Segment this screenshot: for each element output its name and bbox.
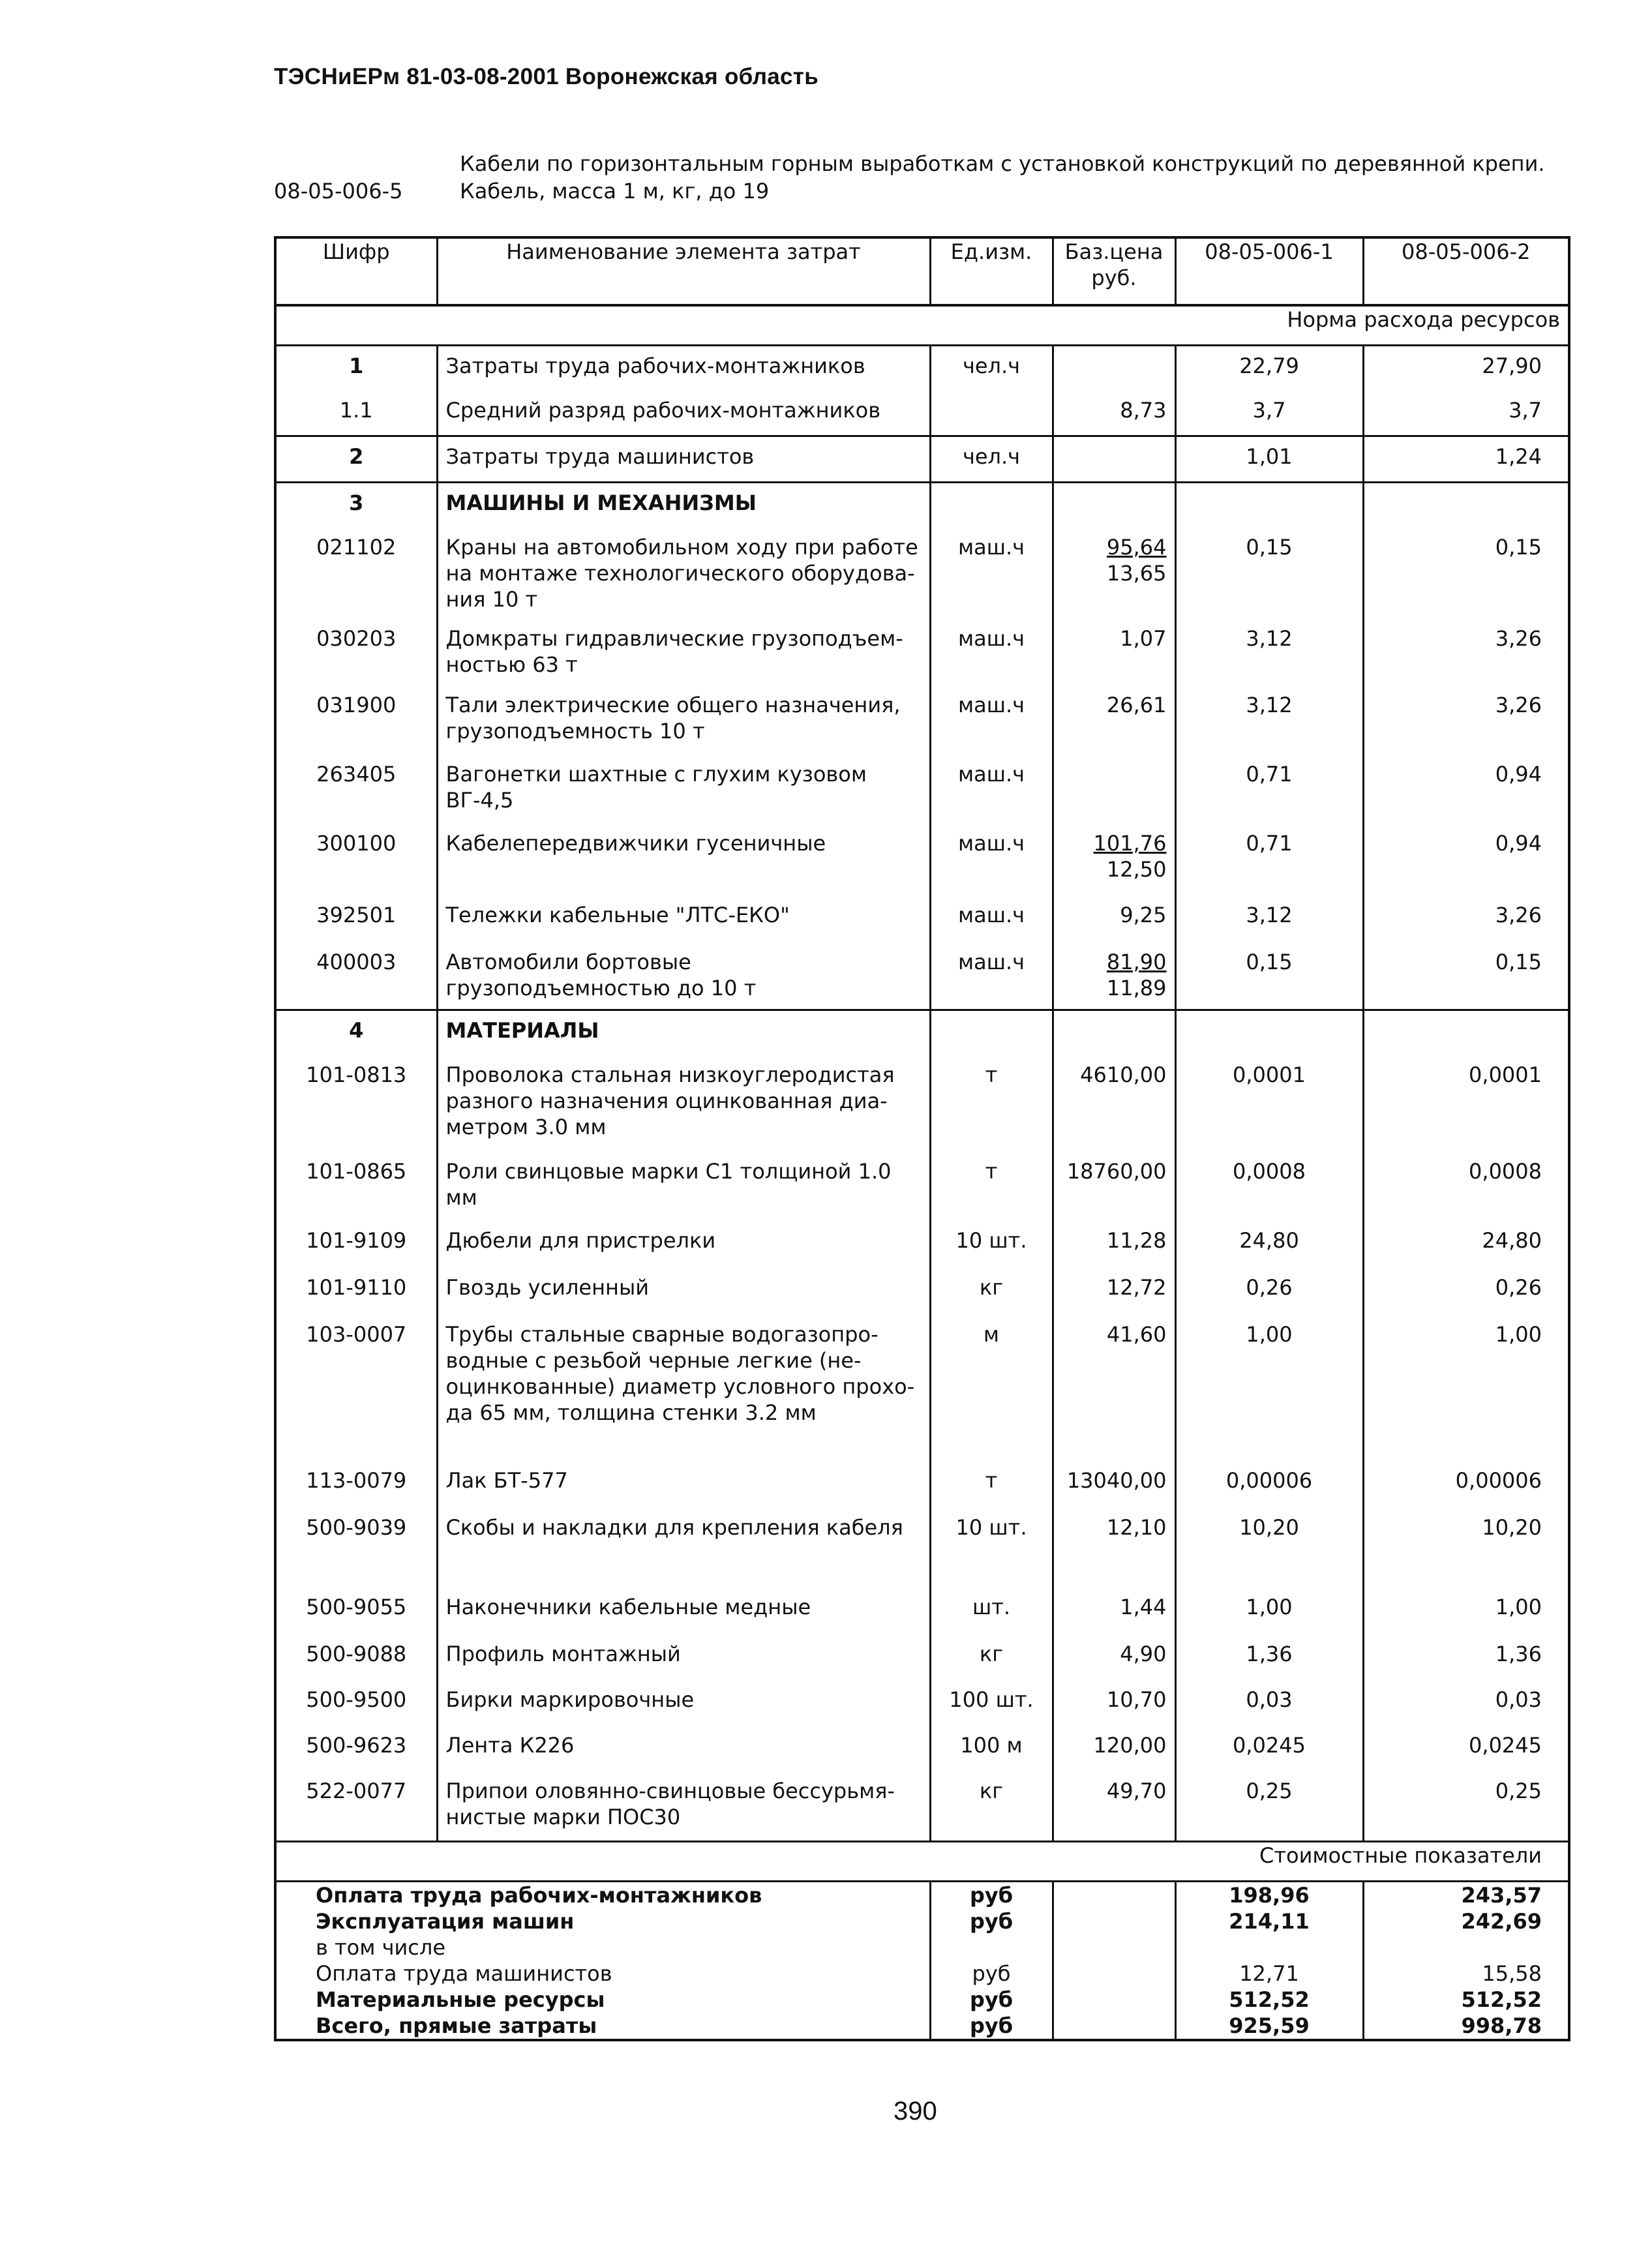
row-unit: шт. xyxy=(930,1587,1053,1634)
row-norm-2: 0,94 xyxy=(1363,824,1569,895)
row-norm-1: 0,25 xyxy=(1175,1771,1363,1842)
row-norm-2: 0,00006 xyxy=(1363,1461,1569,1508)
summary-value-1: 214,11 xyxy=(1175,1908,1363,1934)
summary-value-1: 12,71 xyxy=(1175,1961,1363,1987)
row-norm-2: 1,00 xyxy=(1363,1587,1569,1634)
row-code: 3 xyxy=(275,483,437,528)
row-price xyxy=(1053,824,1175,895)
row-code: 500-9055 xyxy=(306,1595,407,1619)
row-price: 9,25 xyxy=(1053,895,1175,942)
row-unit: 100 м xyxy=(930,1726,1053,1771)
table-row xyxy=(275,824,1569,895)
row-name: Роли свинцовые марки С1 толщиной 1.0 мм xyxy=(437,1152,930,1221)
row-unit: маш.ч xyxy=(930,942,1053,1010)
row-unit: т xyxy=(930,1152,1053,1221)
row-price: 49,70 xyxy=(1053,1771,1175,1842)
summary-label: Оплата труда машинистов xyxy=(316,1961,612,1986)
row-norm-2 xyxy=(1363,483,1569,528)
row-norm-2: 24,80 xyxy=(1363,1221,1569,1268)
table-row xyxy=(275,1587,1569,1634)
summary-row xyxy=(275,1961,1569,1987)
row-norm-1: 3,12 xyxy=(1175,619,1363,685)
row-name: Тележки кабельные "ЛТС-ЕКО" xyxy=(437,895,930,942)
summary-value-2: 242,69 xyxy=(1363,1908,1569,1934)
row-norm-1: 1,36 xyxy=(1175,1634,1363,1680)
row-norm-2: 0,26 xyxy=(1363,1268,1569,1315)
row-norm-1: 0,0001 xyxy=(1175,1055,1363,1152)
row-norm-1: 24,80 xyxy=(1175,1221,1363,1268)
summary-price xyxy=(1053,1908,1175,1934)
row-name: Гвоздь усиленный xyxy=(437,1268,930,1315)
row-price: 1,07 xyxy=(1053,619,1175,685)
row-unit: маш.ч xyxy=(930,824,1053,895)
row-code: 300100 xyxy=(316,831,397,856)
summary-value-1: 512,52 xyxy=(1175,1987,1363,2013)
table-row xyxy=(275,1634,1569,1680)
row-norm-2: 0,15 xyxy=(1363,528,1569,619)
summary-row xyxy=(275,1882,1569,1909)
row-price xyxy=(1053,1010,1175,1056)
row-name: Лак БТ-577 xyxy=(437,1461,930,1508)
row-price: 18760,00 xyxy=(1053,1152,1175,1221)
row-unit: маш.ч xyxy=(930,619,1053,685)
price-value: 101,76 xyxy=(1093,831,1167,856)
row-name: Дюбели для пристрелки xyxy=(437,1221,930,1268)
row-code: 392501 xyxy=(316,903,397,927)
row-unit: 10 шт. xyxy=(930,1508,1053,1587)
row-name: Кабелепередвижчики гусеничные xyxy=(437,824,930,895)
price-secondary: 13,65 xyxy=(1106,561,1167,586)
summary-value-1 xyxy=(1175,1934,1363,1961)
row-code: 500-9039 xyxy=(306,1515,407,1540)
summary-row xyxy=(275,2013,1569,2040)
table-row xyxy=(275,1055,1569,1152)
summary-unit: руб xyxy=(930,1987,1053,2013)
row-norm-1: 1,01 xyxy=(1175,436,1363,483)
row-norm-1: 22,79 xyxy=(1175,346,1363,391)
row-norm-2: 0,15 xyxy=(1363,942,1569,1010)
row-unit: маш.ч xyxy=(930,755,1053,824)
row-unit: кг xyxy=(930,1634,1053,1680)
row-code: 101-9110 xyxy=(306,1275,407,1300)
row-norm-1: 3,12 xyxy=(1175,895,1363,942)
row-norm-1: 3,7 xyxy=(1175,391,1363,436)
row-code: 500-9500 xyxy=(306,1687,407,1712)
table-row xyxy=(275,755,1569,824)
row-unit: т xyxy=(930,1055,1053,1152)
row-norm-2 xyxy=(1363,1010,1569,1056)
row-norm-2: 3,26 xyxy=(1363,619,1569,685)
table-row xyxy=(275,1771,1569,1842)
price-value: 81,90 xyxy=(1106,950,1167,974)
row-unit: чел.ч xyxy=(930,436,1053,483)
row-norm-2: 0,94 xyxy=(1363,755,1569,824)
row-norm-2: 1,36 xyxy=(1363,1634,1569,1680)
summary-unit: руб xyxy=(930,2013,1053,2040)
row-price xyxy=(1053,755,1175,824)
table-header-row xyxy=(275,237,1569,305)
table-row xyxy=(275,1461,1569,1508)
row-code: 500-9088 xyxy=(306,1642,407,1666)
summary-value-2: 243,57 xyxy=(1363,1882,1569,1909)
summary-unit: руб xyxy=(930,1961,1053,1987)
page-number: 390 xyxy=(894,2097,937,2126)
row-norm-1: 0,26 xyxy=(1175,1268,1363,1315)
row-name: Затраты труда рабочих-монтажников xyxy=(437,346,930,391)
row-name: Наконечники кабельные медные xyxy=(437,1587,930,1634)
row-name: Затраты труда машинистов xyxy=(437,436,930,483)
row-norm-2: 1,24 xyxy=(1363,436,1569,483)
table-row xyxy=(275,436,1569,483)
row-code: 400003 xyxy=(316,950,397,974)
summary-value-2: 512,52 xyxy=(1363,1987,1569,2013)
column-header-norm-1: 08-05-006-1 xyxy=(1175,237,1363,305)
row-unit: маш.ч xyxy=(930,528,1053,619)
summary-unit: руб xyxy=(930,1908,1053,1934)
row-norm-2: 0,25 xyxy=(1363,1771,1569,1842)
summary-value-2: 998,78 xyxy=(1363,2013,1569,2040)
summary-label: Материальные ресурсы xyxy=(316,1987,605,2012)
summary-label: Всего, прямые затраты xyxy=(275,2013,930,2040)
cost-label-row xyxy=(275,1842,1569,1882)
row-unit: 10 шт. xyxy=(930,1221,1053,1268)
price-secondary: 12,50 xyxy=(1106,857,1167,882)
row-code: 4 xyxy=(275,1010,437,1056)
table-row xyxy=(275,346,1569,391)
row-norm-2: 3,7 xyxy=(1363,391,1569,436)
row-norm-1: 1,00 xyxy=(1175,1315,1363,1461)
row-code: 500-9623 xyxy=(306,1733,407,1758)
row-norm-2: 3,26 xyxy=(1363,685,1569,755)
row-norm-1: 3,12 xyxy=(1175,685,1363,755)
summary-label: Эксплуатация машин xyxy=(316,1909,575,1934)
row-code: 113-0079 xyxy=(306,1468,407,1493)
row-norm-1: 1,00 xyxy=(1175,1587,1363,1634)
section-subtitle: Кабель, масса 1 м, кг, до 19 xyxy=(460,179,770,203)
row-norm-1: 0,71 xyxy=(1175,824,1363,895)
row-unit: т xyxy=(930,1461,1053,1508)
column-header-name: Наименование элемента затрат xyxy=(437,237,930,305)
table-row xyxy=(275,1152,1569,1221)
row-code: 522-0077 xyxy=(306,1779,407,1803)
table-row xyxy=(275,685,1569,755)
column-header-unit: Ед.изм. xyxy=(930,237,1053,305)
section-description: Кабели по горизонтальным горным выработкам с установкой конструкций по деревянной крепи. xyxy=(460,151,1545,176)
row-price xyxy=(1053,436,1175,483)
summary-price xyxy=(1053,1934,1175,1961)
row-price: 13040,00 xyxy=(1053,1461,1175,1508)
row-norm-1 xyxy=(1175,1010,1363,1056)
resource-table xyxy=(274,236,1570,2041)
summary-value-2: 15,58 xyxy=(1363,1961,1569,1987)
row-code: 263405 xyxy=(316,762,397,787)
row-name: Краны на автомобильном ходу при работе на монтаже технологического оборудова-ния 10 т xyxy=(437,528,930,619)
row-unit: маш.ч xyxy=(930,895,1053,942)
row-norm-1: 0,71 xyxy=(1175,755,1363,824)
row-norm-2: 3,26 xyxy=(1363,895,1569,942)
table-row xyxy=(275,528,1569,619)
row-code: 101-0813 xyxy=(306,1062,407,1087)
section-code: 08-05-006-5 xyxy=(274,179,403,203)
summary-value-1: 198,96 xyxy=(1175,1882,1363,1909)
table-row xyxy=(275,895,1569,942)
row-norm-1: 0,15 xyxy=(1175,942,1363,1010)
row-code: 101-9109 xyxy=(306,1228,407,1253)
row-price: 26,61 xyxy=(1053,685,1175,755)
row-code: 101-0865 xyxy=(306,1159,407,1184)
row-price: 12,72 xyxy=(1053,1268,1175,1315)
row-norm-2: 0,0245 xyxy=(1363,1726,1569,1771)
table-row xyxy=(275,1221,1569,1268)
row-name: Профиль монтажный xyxy=(437,1634,930,1680)
row-unit: м xyxy=(930,1315,1053,1461)
row-unit: маш.ч xyxy=(930,685,1053,755)
price-value: 95,64 xyxy=(1106,535,1167,560)
table-row xyxy=(275,1680,1569,1726)
row-unit xyxy=(930,1010,1053,1056)
row-norm-1: 0,0245 xyxy=(1175,1726,1363,1771)
row-price: 1,44 xyxy=(1053,1587,1175,1634)
row-code: 103-0007 xyxy=(306,1322,407,1347)
summary-unit xyxy=(930,1934,1053,1961)
row-price xyxy=(1053,528,1175,619)
row-price: 8,73 xyxy=(1053,391,1175,436)
summary-price xyxy=(1053,1987,1175,2013)
row-norm-1: 0,15 xyxy=(1175,528,1363,619)
row-unit: чел.ч xyxy=(930,346,1053,391)
summary-label: Оплата труда рабочих-монтажников xyxy=(316,1883,762,1908)
row-norm-2: 27,90 xyxy=(1363,346,1569,391)
table-row xyxy=(275,1726,1569,1771)
row-unit: 100 шт. xyxy=(930,1680,1053,1726)
table-row xyxy=(275,1315,1569,1461)
row-code: 2 xyxy=(275,436,437,483)
table-row xyxy=(275,619,1569,685)
row-unit xyxy=(930,391,1053,436)
row-name: Трубы стальные сварные водогазопро-водные с резьбой черные легкие (не-оцинкованные) диаметр условного прохо-да 65 мм, толщина стенки 3.2 мм xyxy=(437,1315,930,1461)
summary-unit: руб xyxy=(930,1882,1053,1909)
row-name: Домкраты гидравлические грузоподъем-ностью 63 т xyxy=(437,619,930,685)
summary-price xyxy=(1053,1961,1175,1987)
row-name: МАШИНЫ И МЕХАНИЗМЫ xyxy=(437,483,930,528)
row-norm-2: 0,0008 xyxy=(1363,1152,1569,1221)
table-row xyxy=(275,391,1569,436)
row-name: Припои оловянно-свинцовые бессурьмя-нистые марки ПОС30 xyxy=(437,1771,930,1842)
row-norm-2: 10,20 xyxy=(1363,1508,1569,1587)
row-norm-2: 0,0001 xyxy=(1363,1055,1569,1152)
summary-value-1: 925,59 xyxy=(1175,2013,1363,2040)
row-unit xyxy=(930,483,1053,528)
row-price: 10,70 xyxy=(1053,1680,1175,1726)
row-norm-1: 10,20 xyxy=(1175,1508,1363,1587)
row-name: Автомобили бортовые грузоподъемностью до 10 т xyxy=(437,942,930,1010)
column-header-norm-2: 08-05-006-2 xyxy=(1363,237,1569,305)
summary-row xyxy=(275,1934,1569,1961)
row-unit: кг xyxy=(930,1771,1053,1842)
row-price: 120,00 xyxy=(1053,1726,1175,1771)
row-name: Бирки маркировочные xyxy=(437,1680,930,1726)
table-row xyxy=(275,1268,1569,1315)
row-price: 4,90 xyxy=(1053,1634,1175,1680)
row-norm-2: 1,00 xyxy=(1363,1315,1569,1461)
row-name: Средний разряд рабочих-монтажников xyxy=(437,391,930,436)
table-row xyxy=(275,942,1569,1010)
summary-row xyxy=(275,1987,1569,2013)
row-code: 021102 xyxy=(316,535,397,560)
row-name: Проволока стальная низкоуглеродистая разного назначения оцинкованная диа-метром 3.0 мм xyxy=(437,1055,930,1152)
summary-label: в том числе xyxy=(316,1935,445,1960)
row-code: 1.1 xyxy=(339,398,373,423)
row-name: Лента К226 xyxy=(437,1726,930,1771)
price-secondary: 11,89 xyxy=(1106,976,1167,1000)
summary-price xyxy=(1053,1882,1175,1909)
row-code: 031900 xyxy=(316,693,397,717)
summary-value-2 xyxy=(1363,1934,1569,1961)
row-name: Скобы и накладки для крепления кабеля xyxy=(437,1508,930,1587)
summary-price xyxy=(1053,2013,1175,2040)
row-name: Вагонетки шахтные с глухим кузовом ВГ-4,5 xyxy=(437,755,930,824)
row-norm-1: 0,03 xyxy=(1175,1680,1363,1726)
row-norm-1: 0,0008 xyxy=(1175,1152,1363,1221)
norm-label: Норма расхода ресурсов xyxy=(1287,307,1560,332)
row-price: 12,10 xyxy=(1053,1508,1175,1587)
row-name: Тали электрические общего назначения, грузоподъемность 10 т xyxy=(437,685,930,755)
row-code: 1 xyxy=(275,346,437,391)
row-price xyxy=(1053,942,1175,1010)
cost-label: Стоимостные показатели xyxy=(275,1842,1569,1882)
table-row xyxy=(275,1508,1569,1587)
table-row xyxy=(275,483,1569,528)
column-header-price: Баз.цена руб. xyxy=(1053,237,1175,305)
row-norm-2: 0,03 xyxy=(1363,1680,1569,1726)
row-code: 030203 xyxy=(316,626,397,651)
row-price xyxy=(1053,346,1175,391)
summary-row xyxy=(275,1908,1569,1934)
row-norm-1: 0,00006 xyxy=(1175,1461,1363,1508)
row-price xyxy=(1053,483,1175,528)
row-price: 41,60 xyxy=(1053,1315,1175,1461)
row-unit: кг xyxy=(930,1268,1053,1315)
norm-label-row xyxy=(275,305,1569,346)
document-header: ТЭСНиЕРм 81-03-08-2001 Воронежская область xyxy=(274,64,819,89)
row-name: МАТЕРИАЛЫ xyxy=(437,1010,930,1056)
table-row xyxy=(275,1010,1569,1056)
row-price: 4610,00 xyxy=(1053,1055,1175,1152)
row-price: 11,28 xyxy=(1053,1221,1175,1268)
row-norm-1 xyxy=(1175,483,1363,528)
column-header-code: Шифр xyxy=(275,237,437,305)
